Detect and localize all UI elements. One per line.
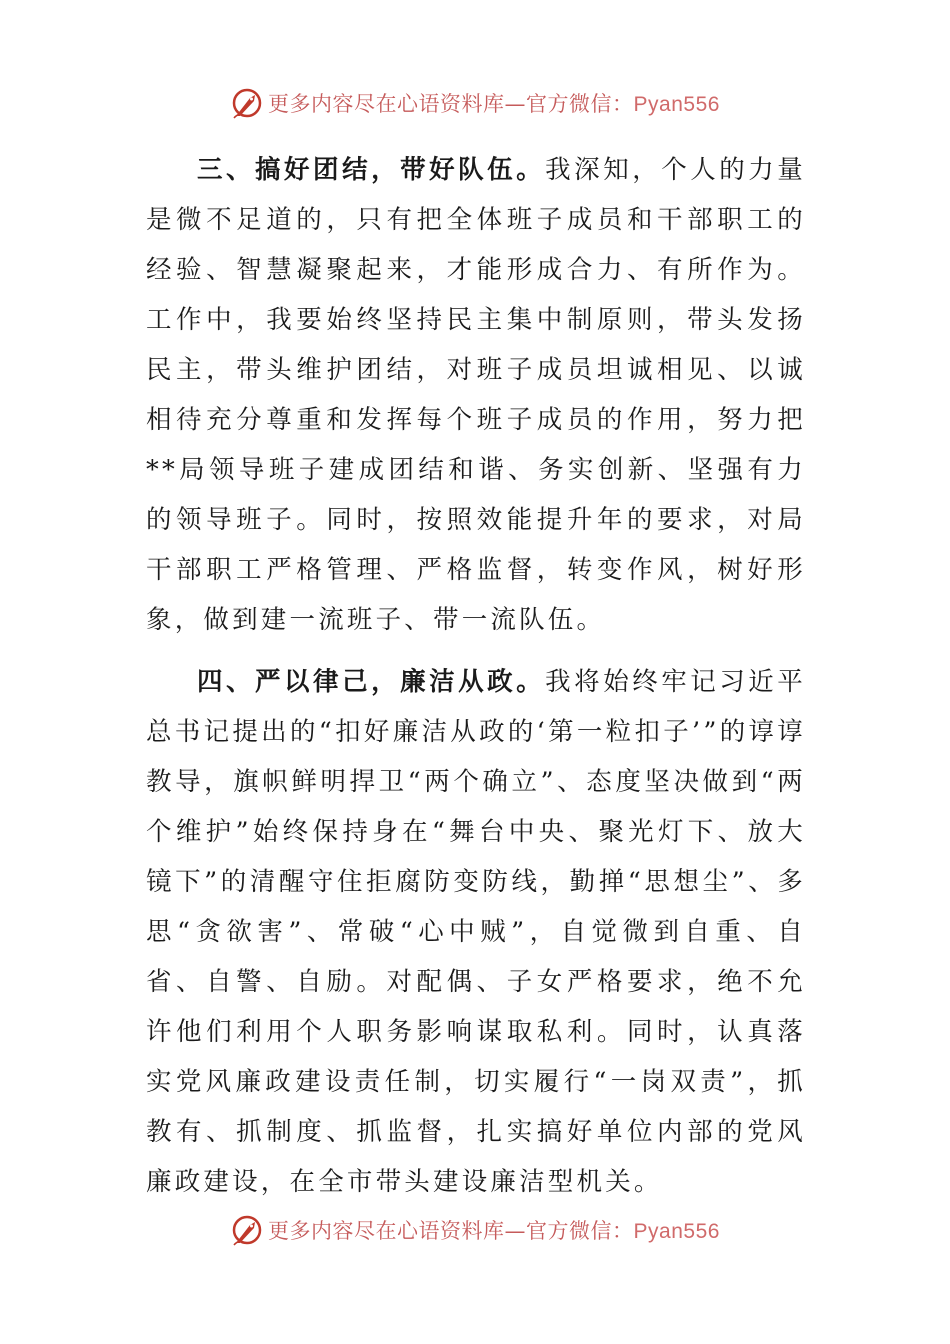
header-banner — [0, 83, 950, 123]
paragraph-3 — [146, 145, 806, 645]
banner-slogan: 更多内容尽在心语资料库—官方微信： — [268, 1219, 634, 1243]
pen-nib-circle-icon — [230, 1213, 264, 1247]
paragraph-text: 我深知，个人的力量是微不足道的，只有把全体班子成员和干部职工的经验、智慧凝聚起来，才能形成合力、有所作为。工作中，我要始终坚持民主集中制原则，带头发扬民主，带头维护团结，对班子成员坦诚相见、以诚相待充分尊重和发挥每个班子成员的作用，努力把**局领导班子建成团结和谐、务实创新、坚强有力的领导班子。同时，按照效能提升年的要求，对局干部职工严格管理、严格监督，转变作风，树好形象，做到建一流班子、带一流队伍。 — [146, 155, 806, 635]
banner-text — [268, 1215, 720, 1245]
paragraph-text: 我将始终牢记习近平总书记提出的“扣好廉洁从政的‘第一粒扣子’”的谆谆教导，旗帜鲜明捍卫“两个确立”、态度坚决做到“两个维护”始终保持身在“舞台中央、聚光灯下、放大镜下”的清醒守住拒腐防变防线，勤掸“思想尘”、多思“贪欲害”、常破“心中贼”，自觉微到自重、自省、自警、自励。对配偶、子女严格要求，绝不允许他们利用个人职务影响谋取私利。同时，认真落实党风廉政建设责任制，切实履行“一岗双责”，抓教有、抓制度、抓监督，扎实搞好单位内部的党风廉政建设，在全市带头建设廉洁型机关。 — [146, 667, 806, 1197]
banner-slogan: 更多内容尽在心语资料库—官方微信： — [268, 92, 634, 116]
paragraph-heading: 三、搞好团结，带好队伍。 — [197, 155, 546, 185]
paragraph-4 — [146, 657, 806, 1207]
wechat-handle: Pyan556 — [633, 93, 720, 116]
pen-nib-circle-icon — [230, 86, 264, 120]
wechat-handle: Pyan556 — [633, 1220, 720, 1243]
banner-text — [268, 88, 720, 118]
footer-banner — [0, 1210, 950, 1250]
paragraph-heading: 四、严以律己，廉洁从政。 — [197, 667, 546, 697]
document-body — [146, 145, 806, 1219]
